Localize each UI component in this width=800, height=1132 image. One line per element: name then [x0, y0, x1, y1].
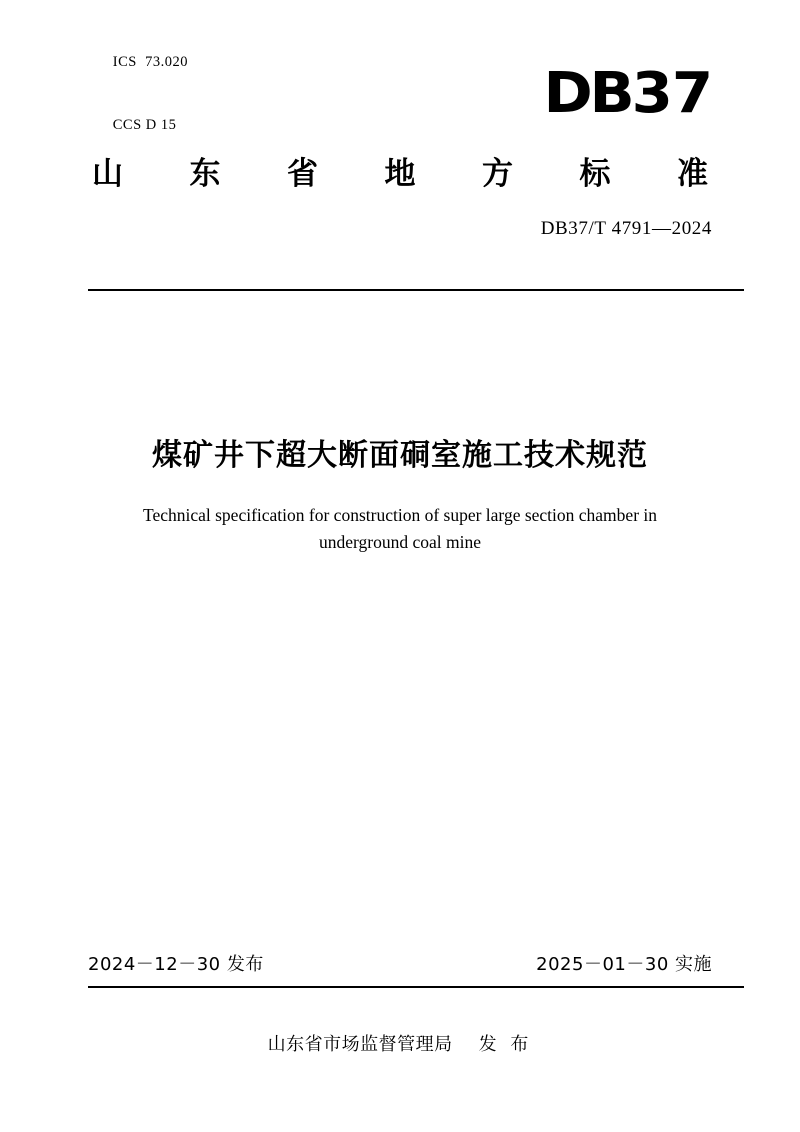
date-row: [88, 950, 712, 976]
classification-codes: [88, 31, 188, 157]
db37-logo: [543, 61, 712, 126]
document-title-english-line2: underground coal mine: [319, 532, 481, 552]
ics-label: ICS: [112, 54, 137, 70]
document-title-english-line1: Technical specification for construction of super large section chamber in: [142, 505, 658, 525]
issue-date: 2024－12－30 发布: [88, 954, 264, 975]
publisher-line: [0, 1030, 800, 1056]
db-logo-text: DB: [543, 61, 632, 126]
header-divider: [88, 289, 744, 291]
standard-title-char-5: 标: [579, 156, 611, 192]
standard-title-banner: [88, 148, 712, 193]
ccs-value: D 15: [145, 117, 177, 133]
db-logo-number: 37: [631, 61, 712, 126]
standard-number: DB37/T 4791—2024: [540, 218, 712, 239]
document-title-chinese: 煤矿井下超大断面硐室施工技术规范: [152, 438, 648, 473]
standard-title-char-1: 东: [189, 156, 221, 192]
ics-value: 73.020: [145, 54, 188, 70]
standard-title-char-4: 方: [482, 156, 513, 192]
implementation-date: 2025－01－30 实施: [536, 954, 712, 975]
publisher-name: 山东省市场监督管理局: [267, 1034, 453, 1055]
footer-divider: [88, 986, 744, 988]
ccs-label: CCS: [112, 117, 142, 133]
ics-code-line: [88, 31, 188, 94]
standard-title-char-2: 省: [287, 156, 318, 192]
document-title-english: [130, 502, 670, 556]
standard-title-char-0: 山: [92, 156, 123, 192]
standard-title-char-3: 地: [384, 156, 416, 192]
publisher-issue-word: 发 布: [478, 1034, 533, 1055]
standard-title-char-6: 准: [677, 156, 708, 192]
